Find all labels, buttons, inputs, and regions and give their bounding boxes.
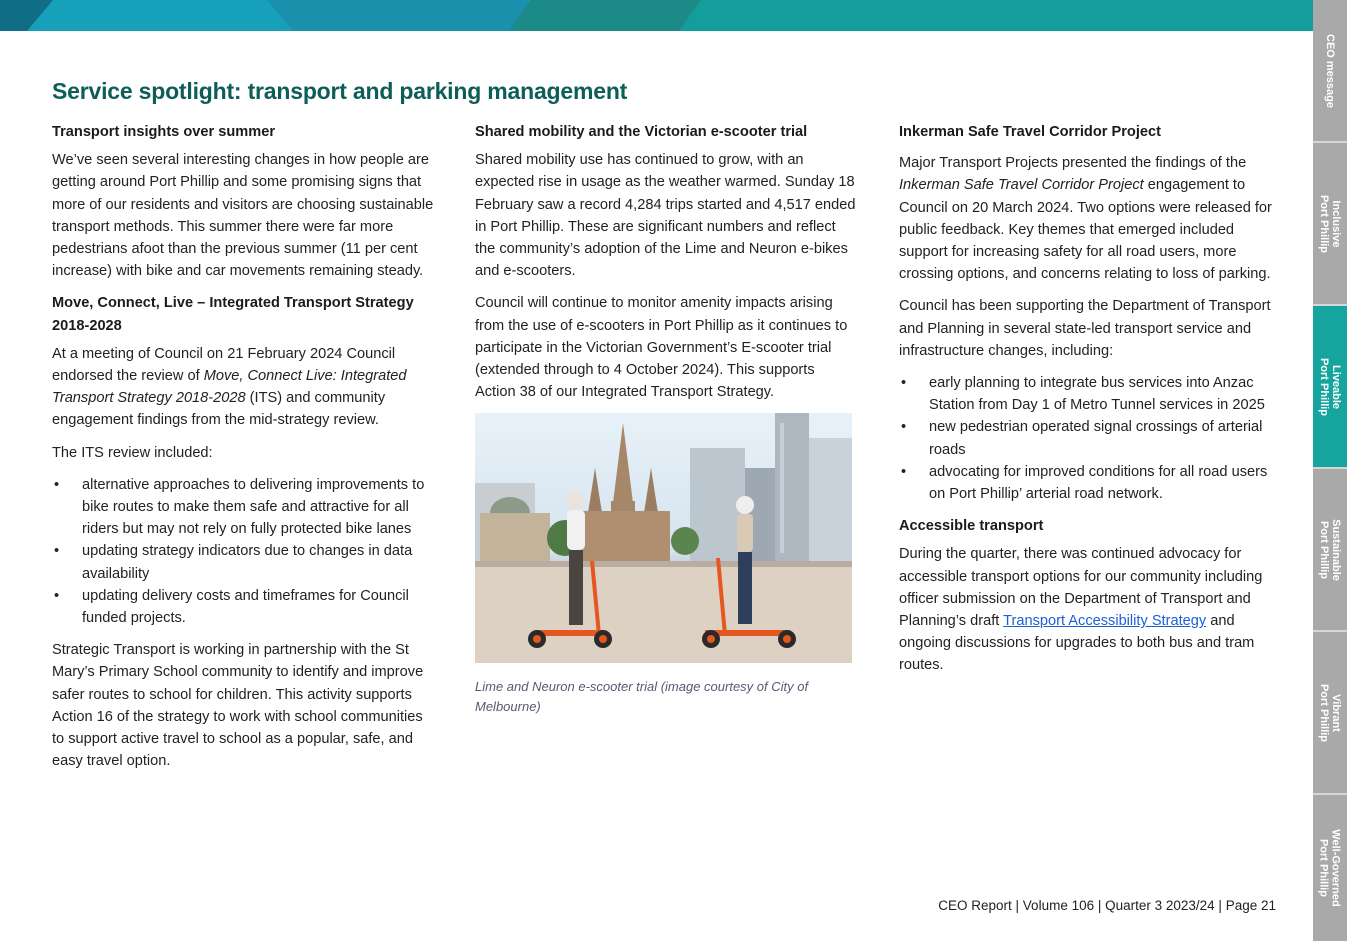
- paragraph: Strategic Transport is working in partnership with the St Mary’s Primary School community to identify and improve safer routes to school for children. This activity supports Action 16 of the strategy to work with school communities to support active travel to school as a popular, safe, and easy travel option.: [52, 642, 424, 770]
- section-heading: Inkerman Safe Travel Corridor Project: [899, 124, 1161, 140]
- banner-stripe: [509, 0, 701, 31]
- tab-sustainable[interactable]: [1313, 469, 1347, 632]
- text-run: engagement to Council on 20 March 2024. Two options were released for public feedback. Key themes that emerged included support for increasing safety for all road users, more crossing options, and concerns relating to loss of parking.: [899, 177, 1272, 283]
- list-item: • alternative approaches to delivering improvements to bike routes to make them safe and attractive for all riders but may not rely on fully protected bike lanes: [82, 474, 434, 541]
- text-run: Major Transport Projects presented the findings of the: [899, 155, 1247, 172]
- list-item: • updating strategy indicators due to changes in data availability: [82, 540, 434, 584]
- tab-inclusive[interactable]: [1313, 143, 1347, 306]
- list-item: • early planning to integrate bus services into Anzac Station from Day 1 of Metro Tunnel services in 2025: [929, 372, 1281, 416]
- bullet-list: [52, 474, 434, 629]
- paragraph: [52, 343, 434, 432]
- project-title: Inkerman Safe Travel Corridor Project: [899, 177, 1144, 194]
- column-1: [52, 121, 434, 782]
- page-footer: CEO Report | Volume 106 | Quarter 3 2023/24 | Page 21: [938, 898, 1276, 913]
- section-heading: Transport insights over summer: [52, 124, 276, 140]
- text-run: (ITS) and community engagement findings from the mid-strategy review.: [52, 390, 386, 429]
- text-run: At a meeting of Council on 21 February 2024 Council endorsed the review of: [52, 345, 396, 385]
- page-title: Service spotlight: transport and parking management: [52, 78, 628, 104]
- section-heading: Move, Connect, Live – Integrated Transport Strategy 2018-2028: [52, 295, 414, 334]
- section-heading: Shared mobility and the Victorian e-scooter trial: [475, 124, 808, 140]
- section-heading: Accessible transport: [899, 518, 1044, 535]
- tab-ceo-message[interactable]: [1313, 0, 1347, 143]
- tab-liveable[interactable]: [1313, 306, 1347, 469]
- tab-label: Vibrant: [1330, 693, 1342, 732]
- tab-label: Port Phillip: [1318, 357, 1330, 416]
- e-scooter-photo: [475, 413, 852, 663]
- text-run: During the quarter, there was continued advocacy for accessible transport options for our community including officer submission on the Department of Transport and Planning’s draft: [899, 546, 1263, 630]
- tab-label: Inclusive: [1330, 199, 1342, 248]
- tab-label: Sustainable: [1330, 518, 1342, 581]
- tab-well-governed[interactable]: [1313, 795, 1347, 941]
- photo-caption: Lime and Neuron e-scooter trial (image courtesy of City of Melbourne): [475, 679, 809, 714]
- paragraph: [899, 543, 1281, 676]
- tab-label: CEO message: [1324, 33, 1337, 108]
- list-item: • advocating for improved conditions for all road users on Port Phillip’ arterial road network.: [929, 461, 1281, 505]
- e-scooter-illustration: [475, 413, 852, 663]
- tab-label: Port Phillip: [1318, 520, 1330, 579]
- paragraph: [899, 152, 1281, 285]
- tab-label: Port Phillip: [1318, 194, 1330, 253]
- tab-label: Well-Governed: [1330, 829, 1342, 907]
- paragraph: Council has been supporting the Department of Transport and Planning in several state-led transport service and infrastructure changes, including:: [899, 298, 1271, 359]
- paragraph: Shared mobility use has continued to grow, with an expected rise in usage as the weather warmed. Sunday 18 February saw a record 4,284 trips started and 4,517 ended in Port Phillip. These are significant numbers and reflect the community’s adoption of the Lime and Neuron e-bikes and e-scooters.: [475, 152, 856, 280]
- paragraph: Council will continue to monitor amenity impacts arising from the use of e-scooters in Port Phillip as it continues to participate in the Victorian Government’s E-scooter trial (extended through to 4 October 2024). This supports Action 38 of our Integrated Transport Strategy.: [475, 295, 848, 401]
- tab-label: Port Phillip: [1318, 838, 1330, 898]
- tab-vibrant[interactable]: [1313, 632, 1347, 795]
- column-2: [475, 121, 857, 716]
- paragraph: We’ve seen several interesting changes in how people are getting around Port Phillip and some promising signs that more of our residents and visitors are choosing sustainable transport methods. This summer there were far more pedestrians afoot than the previous summer (11 per cent increase) with bike and car movements remaining steady.: [52, 152, 434, 280]
- paragraph: The ITS review included:: [52, 444, 213, 461]
- column-3: [899, 121, 1281, 687]
- tab-label: Port Phillip: [1318, 683, 1330, 742]
- list-item: • updating delivery costs and timeframes for Council funded projects.: [82, 585, 434, 629]
- bullet-list: [899, 372, 1281, 505]
- list-item: • new pedestrian operated signal crossings of arterial roads: [929, 416, 1281, 460]
- text-run: and ongoing discussions for upgrades to both bus and tram routes.: [899, 613, 1255, 674]
- strategy-title: Move, Connect Live: Integrated Transport Strategy 2018-2028: [52, 368, 407, 407]
- tab-label: Liveable: [1330, 364, 1342, 409]
- top-banner: [0, 0, 1313, 31]
- strategy-link[interactable]: Transport Accessibility Strategy: [1003, 613, 1207, 630]
- banner-stripe: [267, 0, 553, 31]
